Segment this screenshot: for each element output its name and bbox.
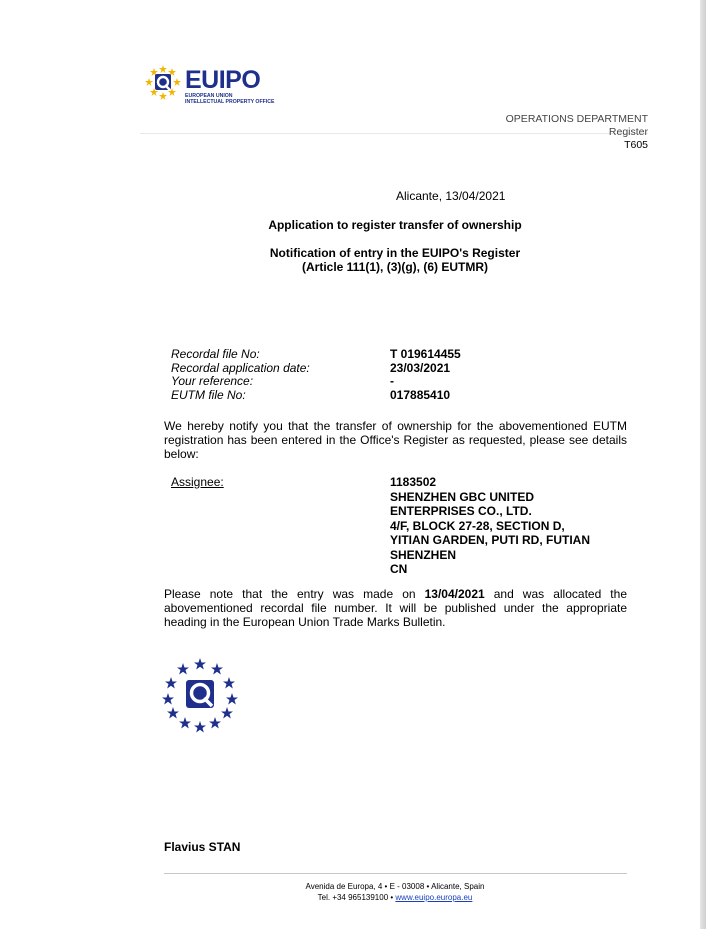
assignee-line: CN <box>390 562 408 576</box>
document-title: Application to register transfer of ownership <box>268 218 522 232</box>
entry-note-paragraph <box>164 587 627 629</box>
footer-tel: Tel. +34 965139100 • <box>317 893 396 902</box>
assignee-line: SHENZHEN <box>390 547 457 562</box>
field-label: EUTM file No: <box>171 387 246 402</box>
field-value: - <box>390 374 394 388</box>
form-code: T605 <box>624 139 648 151</box>
field-label: Recordal application date: <box>171 360 310 375</box>
logo-subtitle <box>185 93 274 105</box>
department-unit: Register <box>608 126 648 138</box>
entry-note-text: and was allocated the abovementioned recordal file number. It will be published under the appropriate heading in the European Union Trade Marks Bulletin. <box>164 587 627 629</box>
document-subtitle <box>0 246 706 274</box>
assignee-line: 4/F, BLOCK 27-28, SECTION D, <box>390 518 565 533</box>
logo-word-eu: EU <box>185 66 219 94</box>
file-details <box>171 348 461 402</box>
field-value: 23/03/2021 <box>390 360 451 375</box>
subtitle-line2: (Article 111(1), (3)(g), (6) EUTMR) <box>301 260 489 274</box>
logo-word-ipo: IPO <box>218 66 261 94</box>
assignee-details <box>390 475 590 577</box>
logo-wordmark <box>185 68 260 93</box>
field-value: T 019614455 <box>390 347 461 361</box>
department-name: OPERATIONS DEPARTMENT <box>505 113 648 125</box>
notification-paragraph: We hereby notify you that the transfer of ownership for the abovementioned EUTM registration has been entered in the Office's Register as requested, please see details below: <box>164 419 627 461</box>
footer-address: Avenida de Europa, 4 • E - 03008 • Alicante, Spain <box>305 882 485 891</box>
page-edge-shadow <box>700 0 706 929</box>
entry-note-text: Please note that the entry was made on <box>164 587 425 601</box>
euipo-emblem-icon <box>143 62 183 102</box>
assignee-line: YITIAN GARDEN, PUTI RD, FUTIAN <box>390 533 590 547</box>
field-row <box>171 348 461 362</box>
subtitle-line1: Notification of entry in the EUIPO's Register <box>269 246 521 260</box>
logo-subtitle-line1: EUROPEAN UNION <box>185 93 233 99</box>
footer <box>0 881 706 903</box>
assignee-line: SHENZHEN GBC UNITED <box>390 489 535 504</box>
assignee-line: ENTERPRISES CO., LTD. <box>390 504 532 518</box>
assignee-label: Assignee: <box>171 475 224 489</box>
field-row <box>171 375 461 389</box>
assignee-line: 1183502 <box>390 475 437 489</box>
logo-subtitle-line2: INTELLECTUAL PROPERTY OFFICE <box>185 99 275 105</box>
euipo-logo <box>143 60 303 104</box>
place-date: Alicante, 13/04/2021 <box>396 189 506 203</box>
field-row <box>171 389 461 403</box>
footer-contact <box>0 892 706 903</box>
field-label: Recordal file No: <box>171 347 260 361</box>
field-label: Your reference: <box>171 374 254 388</box>
field-row <box>171 362 461 376</box>
field-value: 017885410 <box>390 387 451 402</box>
footer-website-link[interactable]: www.euipo.europa.eu <box>395 893 473 902</box>
footer-divider <box>164 873 627 874</box>
signer-name: Flavius STAN <box>164 840 241 854</box>
register-seal-icon <box>160 654 240 734</box>
entry-date: 13/04/2021 <box>424 587 485 601</box>
department-block <box>506 113 648 152</box>
